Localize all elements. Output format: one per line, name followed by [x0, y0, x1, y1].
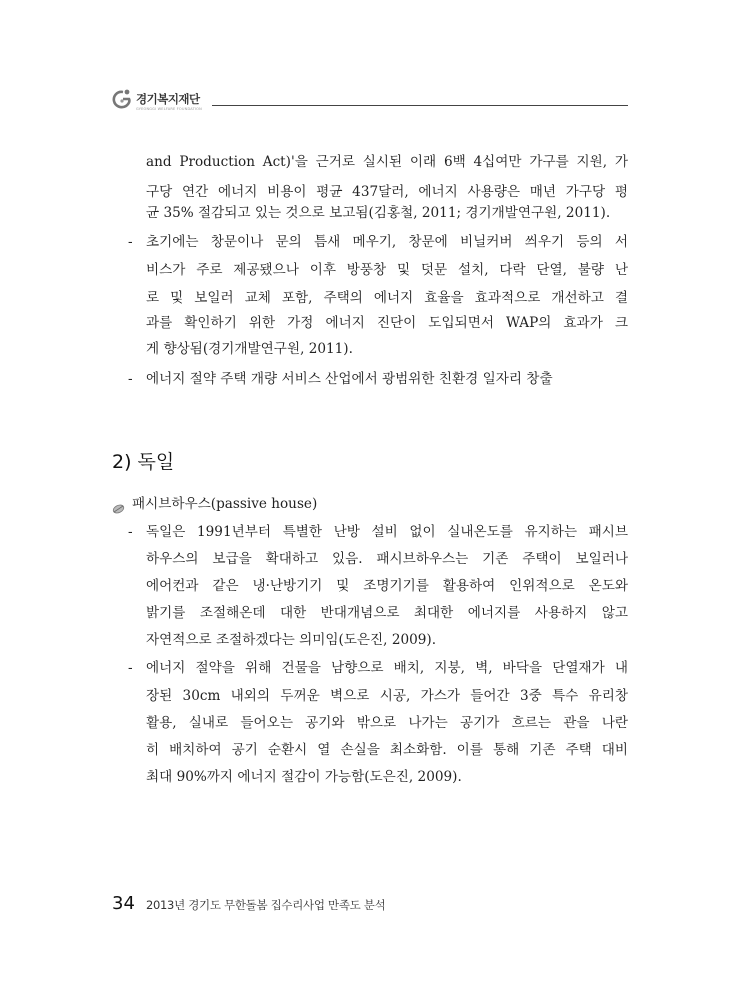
text-line: 활용, 실내로 들어오는 공기와 밖으로 나가는 공기가 흐르는 관을 나란	[146, 715, 628, 731]
text-line: 구당 연간 에너지 비용이 평균 437달러, 에너지 사용량은 매년 가구당 평	[146, 184, 628, 200]
list-dash: -	[128, 234, 133, 250]
text-line: 균 35% 절감되고 있는 것으로 보고됨(김홍철, 2011; 경기개발연구원, 2011).	[146, 205, 611, 221]
footer-title: 2013년 경기도 무한돌봄 집수리사업 만족도 분석	[146, 898, 386, 912]
page-footer	[112, 893, 385, 914]
text-line: 최대 90%까지 에너지 절감이 가능함(도은진, 2009).	[146, 769, 462, 785]
page-header	[112, 88, 628, 120]
text-line: 로 및 보일러 교체 포함, 주택의 에너지 효율을 효과적으로 개선하고 결	[146, 290, 628, 306]
foundation-logo-icon	[112, 88, 132, 110]
page-number: 34	[112, 893, 135, 914]
list-dash: -	[128, 660, 133, 676]
section-title: 2) 독일	[112, 451, 175, 473]
text-line: 독일은 1991년부터 특별한 난방 설비 없이 실내온도를 유지하는 패시브	[146, 524, 628, 540]
bullet-leaf-icon	[112, 503, 125, 514]
text-line: 비스가 주로 제공됐으나 이후 방풍창 및 덧문 설치, 다락 단열, 불량 난	[146, 262, 628, 278]
text-line: 에어컨과 같은 냉·난방기기 및 조명기기를 활용하여 인위적으로 온도와	[146, 578, 628, 594]
text-line: 과를 확인하기 위한 가정 에너지 진단이 도입되면서 WAP의 효과가 크	[146, 315, 628, 331]
text-line: 게 향상됨(경기개발연구원, 2011).	[146, 341, 353, 357]
text-line: 에너지 절약 주택 개량 서비스 산업에서 광범위한 친환경 일자리 창출	[146, 371, 553, 387]
text-line: 자연적으로 조절하겠다는 의미임(도은진, 2009).	[146, 632, 437, 648]
org-subtitle: GYEONGGI WELFARE FOUNDATION	[136, 107, 202, 111]
bullet-heading: 패시브하우스(passive house)	[132, 496, 318, 512]
text-line: 하우스의 보급을 확대하고 있음. 패시브하우스는 기존 주택이 보일러나	[146, 551, 628, 567]
list-dash: -	[128, 524, 133, 540]
list-dash: -	[128, 371, 133, 387]
header-divider	[212, 105, 628, 106]
text-line: and Production Act)'을 근거로 실시된 이래 6백 4십여만 가구를 지원, 가	[146, 154, 628, 170]
text-line: 장된 30cm 내외의 두꺼운 벽으로 시공, 가스가 들어간 3중 특수 유리창	[146, 688, 628, 704]
org-name: 경기복지재단	[136, 92, 200, 106]
text-line: 밝기를 조절해온데 대한 반대개념으로 최대한 에너지를 사용하지 않고	[146, 605, 628, 621]
text-line: 에너지 절약을 위해 건물을 남향으로 배치, 지붕, 벽, 바닥을 단열재가 내	[146, 660, 628, 676]
text-line: 초기에는 창문이나 문의 틈새 메우기, 창문에 비닐커버 씌우기 등의 서	[146, 234, 628, 250]
text-line: 히 배치하여 공기 순환시 열 손실을 최소화함. 이를 통해 기존 주택 대비	[146, 742, 628, 758]
